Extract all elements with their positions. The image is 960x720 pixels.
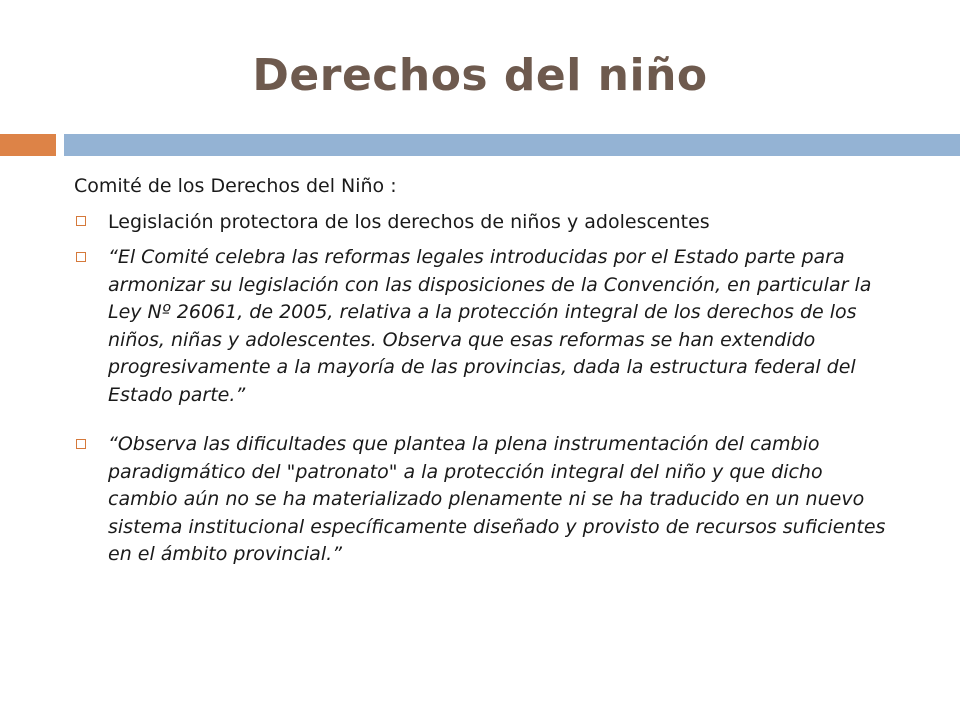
slide-title: Derechos del niño	[252, 50, 708, 101]
bullet-text: Legislación protectora de los derechos de niños y adolescentes	[108, 211, 710, 233]
hollow-square-icon	[76, 439, 86, 449]
accent-bar-left	[0, 134, 56, 156]
bullet-item	[74, 208, 894, 236]
bullet-quote: “El Comité celebra las reformas legales introducidas por el Estado parte para armonizar su legislación con las disposiciones de la Convención, en particular la Ley Nº 26061, de 2005, relativa a la protección integral de los derechos de los niños, niñas y adolescentes. Observa que esas reformas se han extendido progresivamente a la mayoría de las provincias, dada la estructura federal del Estado parte.”	[108, 246, 872, 406]
accent-bar-right	[64, 134, 960, 156]
hollow-square-icon	[76, 252, 86, 262]
bullet-item	[74, 244, 894, 409]
intro-text: Comité de los Derechos del Niño :	[74, 175, 397, 197]
hollow-square-icon	[76, 216, 86, 226]
slide-content	[74, 172, 894, 581]
bullet-quote: “Observa las dificultades que plantea la plena instrumentación del cambio paradigmático del "patronato" a la protección integral del niño y que dicho cambio aún no se ha materializado plenamente ni se ha traducido en un nuevo sistema institucional específicamente diseñado y provisto de recursos suficientes en el ámbito provincial.”	[108, 433, 886, 565]
bullet-list	[74, 208, 894, 569]
bullet-item	[74, 431, 894, 569]
